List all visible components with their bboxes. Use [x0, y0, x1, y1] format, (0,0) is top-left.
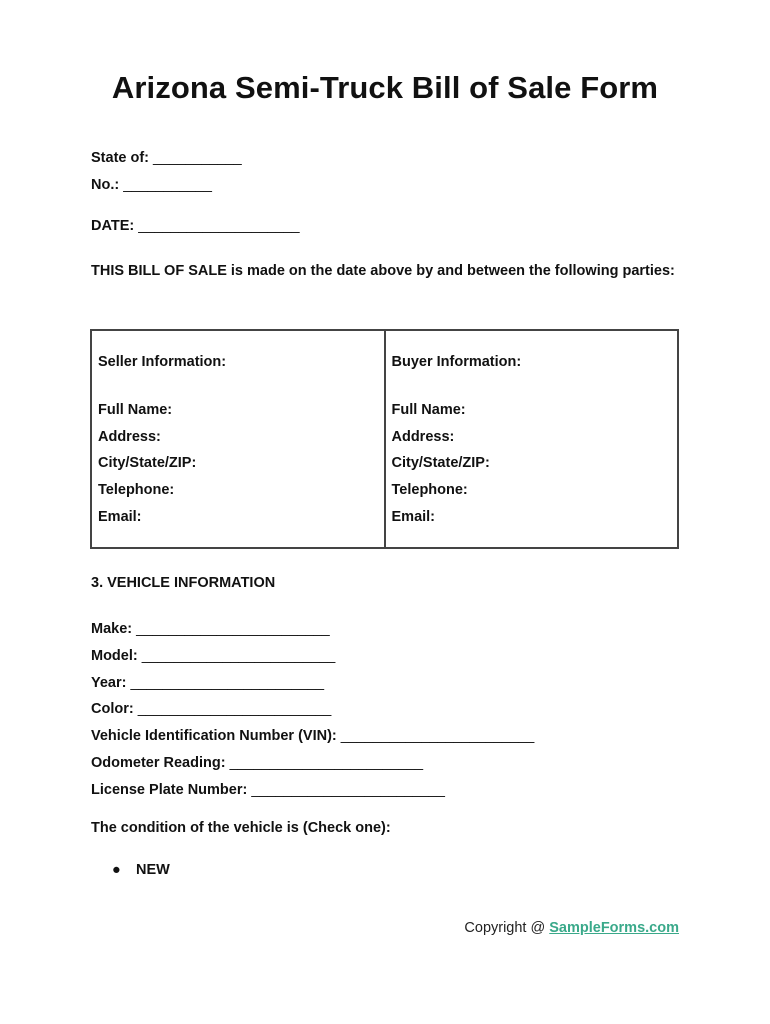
plate-line — [91, 777, 534, 804]
make-blank: ________________________ — [136, 621, 330, 637]
copyright-prefix: Copyright @ — [464, 920, 546, 936]
model-line — [91, 643, 534, 670]
seller-email: Email: — [98, 508, 142, 525]
odometer-label: Odometer Reading: — [91, 754, 226, 771]
seller-header: Seller Information: — [98, 354, 227, 370]
color-line — [91, 696, 534, 723]
vehicle-fields — [91, 616, 534, 804]
number-blank: ___________ — [123, 177, 212, 193]
date-label: DATE: — [91, 218, 135, 234]
brand-link[interactable]: SampleForms.com — [549, 920, 679, 936]
copyright-footer — [464, 920, 679, 936]
model-label: Model: — [91, 647, 138, 664]
buyer-telephone: Telephone: — [391, 482, 468, 499]
color-blank: ________________________ — [137, 701, 332, 718]
buyer-email: Email: — [391, 508, 436, 525]
vin-label: Vehicle Identification Number (VIN): — [91, 728, 337, 745]
bullet-icon: ● — [112, 862, 121, 878]
seller-address: Address: — [98, 428, 161, 445]
buyer-full-name: Full Name: — [391, 402, 466, 418]
seller-telephone: Telephone: — [98, 482, 175, 499]
odometer-blank: ________________________ — [229, 754, 424, 771]
condition-option-new — [112, 862, 170, 878]
vin-blank: ________________________ — [340, 728, 535, 745]
state-label: State of: — [91, 150, 149, 166]
date-blank: ____________________ — [138, 218, 300, 234]
parties-paragraph: THIS BILL OF SALE is made on the date above by and between the following parties: — [91, 263, 675, 279]
document-title: Arizona Semi-Truck Bill of Sale Form — [111, 70, 659, 105]
vin-line — [91, 723, 534, 750]
seller-column — [92, 331, 386, 547]
state-blank: ___________ — [153, 150, 242, 166]
seller-city: City/State/ZIP: — [98, 455, 197, 472]
odometer-line — [91, 750, 534, 777]
buyer-fields — [392, 397, 490, 531]
buyer-address: Address: — [391, 428, 455, 445]
buyer-header: Buyer Information: — [391, 354, 522, 370]
buyer-city: City/State/ZIP: — [391, 455, 490, 472]
number-label: No.: — [91, 177, 120, 193]
plate-label: License Plate Number: — [91, 781, 248, 798]
color-label: Color: — [91, 701, 134, 718]
seller-full-name: Full Name: — [98, 402, 173, 418]
plate-blank: ________________________ — [251, 781, 445, 798]
condition-text: The condition of the vehicle is (Check one): — [91, 820, 391, 836]
year-blank: ________________________ — [130, 674, 325, 691]
year-line — [91, 670, 534, 697]
seller-fields — [98, 397, 196, 531]
make-line — [91, 616, 534, 643]
state-line — [91, 150, 242, 166]
buyer-column — [386, 331, 678, 547]
number-line — [91, 177, 212, 193]
parties-table — [90, 329, 679, 549]
option-new-label: NEW — [136, 862, 170, 878]
year-label: Year: — [91, 674, 127, 691]
date-line — [91, 218, 300, 234]
vehicle-section-title: 3. VEHICLE INFORMATION — [91, 575, 276, 591]
make-label: Make: — [91, 621, 133, 637]
model-blank: ________________________ — [141, 647, 336, 664]
